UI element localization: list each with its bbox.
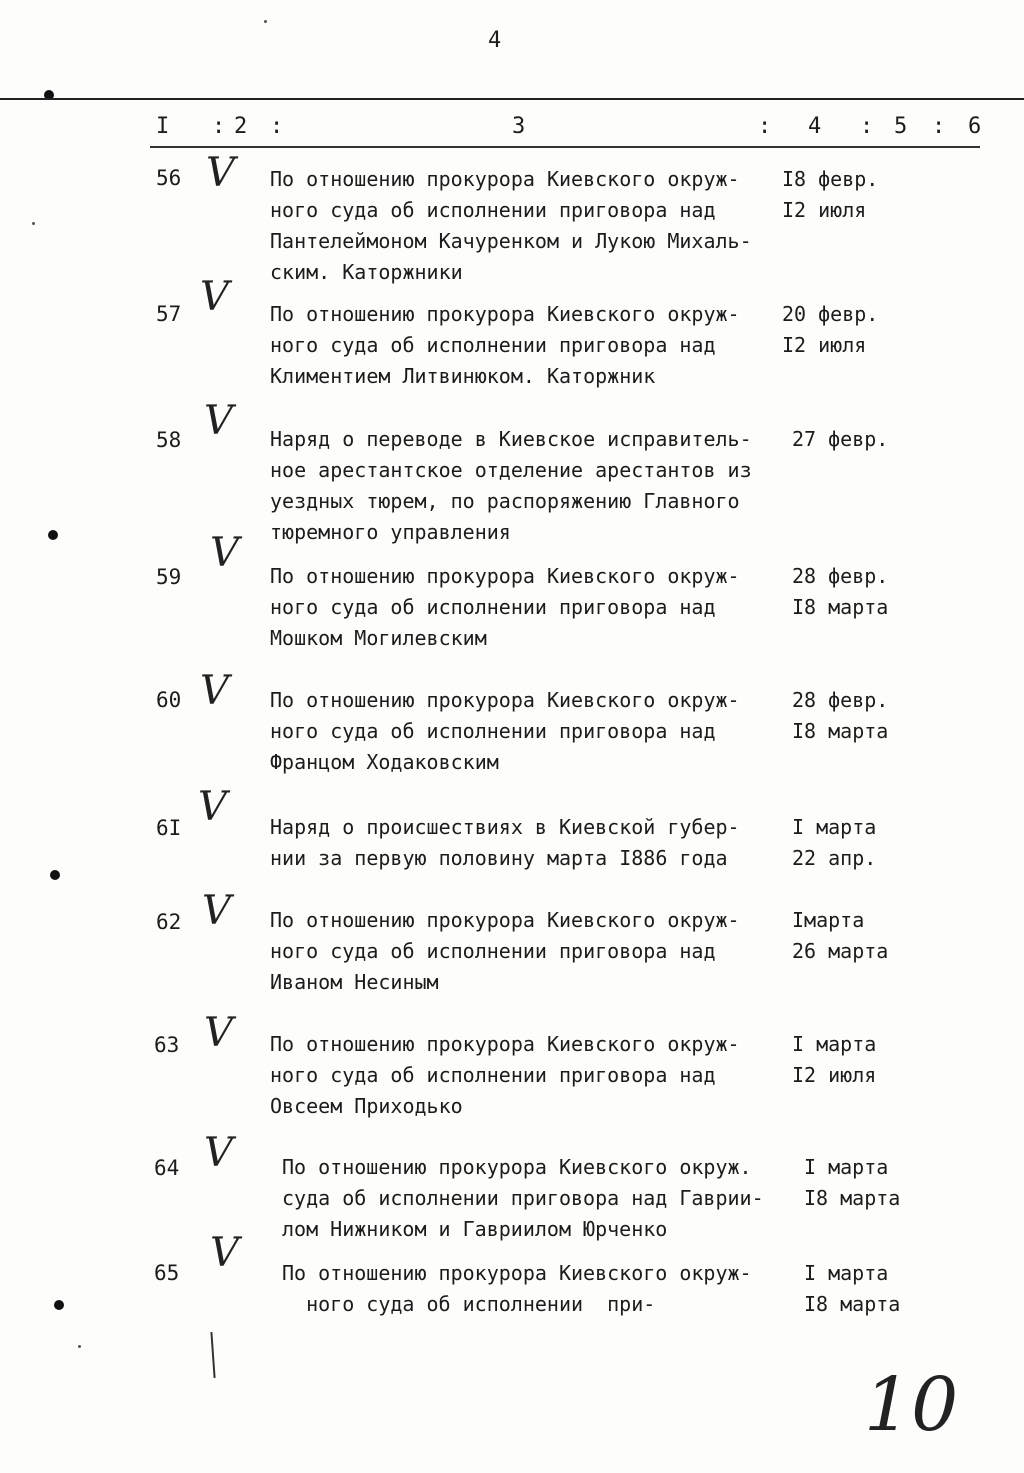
row-dates: 20 февр. I2 июля bbox=[782, 302, 879, 357]
speck bbox=[264, 20, 267, 23]
punch-hole-mark bbox=[48, 530, 58, 540]
header-col-1: I bbox=[156, 114, 170, 139]
row-dates: 28 февр. I8 марта bbox=[792, 688, 889, 743]
header-separator: : bbox=[758, 114, 772, 139]
header-col-6: 6 bbox=[968, 114, 982, 139]
row-description: По отношению прокурора Киевского окруж- ного суда об исполнении приговора над Францом Ходаковским bbox=[270, 688, 740, 774]
page-number: 4 bbox=[488, 28, 502, 53]
row-number: 65 bbox=[154, 1261, 180, 1285]
row-description: Наряд о переводе в Киевское исправитель- ное арестантское отделение арестантов из уездных тюрем, по распоряжению Главного тюремного управления bbox=[270, 427, 752, 544]
row-number: 62 bbox=[156, 910, 182, 934]
row-number: 64 bbox=[154, 1156, 180, 1180]
row-dates: 28 февр. I8 марта bbox=[792, 564, 889, 619]
row-description: По отношению прокурора Киевского окруж- ного суда об исполнении приговора над Мошком Могилевским bbox=[270, 564, 740, 650]
row-dates: 27 февр. bbox=[792, 427, 889, 451]
header-rule bbox=[150, 146, 980, 148]
row-number: 63 bbox=[154, 1033, 180, 1057]
header-separator: : bbox=[212, 114, 226, 139]
row-number: 56 bbox=[156, 166, 182, 190]
row-number: 59 bbox=[156, 565, 182, 589]
row-description: По отношению прокурора Киевского окруж- ного суда об исполнении приговора над Овсеем Приходько bbox=[270, 1032, 740, 1118]
check-mark: V bbox=[200, 668, 229, 714]
row-number: 60 bbox=[156, 688, 182, 712]
row-description: По отношению прокурора Киевского окруж- ного суда об исполнении приговора над Иваном Несиным bbox=[270, 908, 740, 994]
punch-hole-mark bbox=[54, 1300, 64, 1310]
speck bbox=[78, 1345, 81, 1348]
speck bbox=[32, 222, 35, 225]
row-dates: I марта I8 марта bbox=[804, 1261, 901, 1316]
check-mark: V bbox=[204, 1010, 233, 1056]
row-description: Наряд о происшествиях в Киевской губер- нии за первую половину марта I886 года bbox=[270, 815, 740, 870]
header-col-5: 5 bbox=[894, 114, 908, 139]
row-description: По отношению прокурора Киевского окруж- ного суда об исполнении приговора над Пантелеймоном Качуренком и Лукою Михаль- ским. Каторжники bbox=[270, 167, 752, 284]
header-separator: : bbox=[270, 114, 284, 139]
folio-number: 10 bbox=[864, 1362, 959, 1448]
row-number: 6I bbox=[156, 816, 182, 840]
row-description: По отношению прокурора Киевского окруж. суда об исполнении приговора над Гаврии- лом Нижником и Гавриилом Юрченко bbox=[282, 1155, 764, 1241]
top-rule bbox=[0, 98, 1024, 100]
check-mark: V bbox=[202, 888, 231, 934]
row-description: По отношению прокурора Киевского окруж- ного суда об исполнении при- bbox=[282, 1261, 752, 1316]
header-col-3: 3 bbox=[512, 114, 526, 139]
header-col-2: 2 bbox=[234, 114, 248, 139]
header-separator: : bbox=[932, 114, 946, 139]
check-mark: V bbox=[204, 1130, 233, 1176]
check-mark: V bbox=[206, 150, 235, 196]
pencil-stroke bbox=[210, 1332, 215, 1378]
header-col-4: 4 bbox=[808, 114, 822, 139]
row-dates: I марта I2 июля bbox=[792, 1032, 877, 1087]
check-mark: V bbox=[198, 784, 227, 830]
row-dates: I8 февр. I2 июля bbox=[782, 167, 879, 222]
punch-hole-mark bbox=[50, 870, 60, 880]
check-mark: V bbox=[210, 530, 239, 576]
row-description: По отношению прокурора Киевского окруж- ного суда об исполнении приговора над Климентием Литвинюком. Каторжник bbox=[270, 302, 740, 388]
row-number: 58 bbox=[156, 428, 182, 452]
row-number: 57 bbox=[156, 302, 182, 326]
row-dates: I марта 22 апр. bbox=[792, 815, 877, 870]
check-mark: V bbox=[204, 398, 233, 444]
header-separator: : bbox=[860, 114, 874, 139]
check-mark: V bbox=[210, 1230, 239, 1276]
row-dates: Iмарта 26 марта bbox=[792, 908, 889, 963]
row-dates: I марта I8 марта bbox=[804, 1155, 901, 1210]
check-mark: V bbox=[200, 274, 229, 320]
